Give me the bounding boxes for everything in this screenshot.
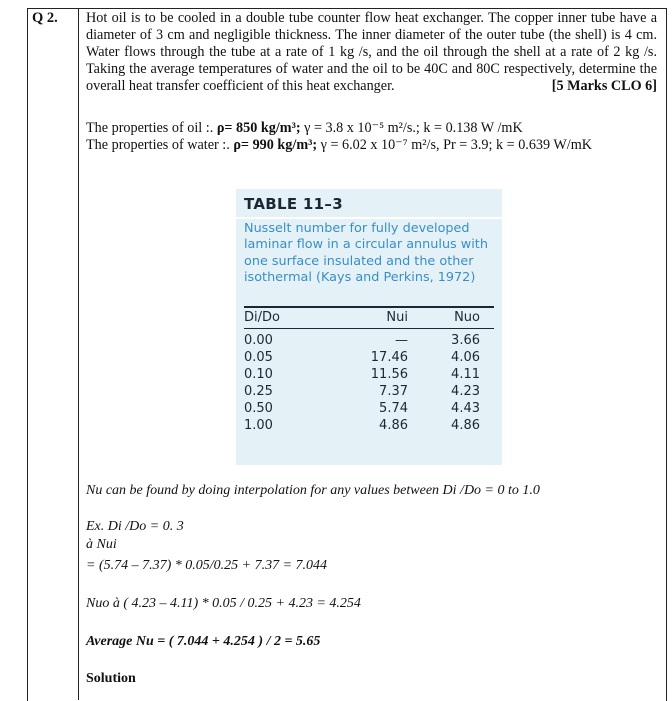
water-properties: [86, 137, 592, 154]
table-cell: 0.05: [244, 350, 273, 365]
oil-density: ρ= 850 kg/m³;: [216, 120, 305, 136]
oil-properties-values: γ = 3.8 x 10⁻⁵ m²/s.; k = 0.138 W /mK: [304, 120, 523, 136]
table-cell: 0.10: [244, 367, 273, 382]
average-nu: Average Nu = ( 7.044 + 4.254 ) / 2 = 5.65: [86, 634, 321, 649]
table-cell: 0.50: [244, 401, 273, 416]
column-divider: [78, 8, 79, 700]
marks-badge: [5 Marks CLO 6]: [551, 78, 657, 94]
table-cell: 0.00: [244, 333, 273, 348]
table-cell: 4.11: [451, 367, 480, 382]
table-cell: 3.66: [451, 333, 480, 348]
table-cell: 17.46: [370, 350, 408, 365]
col-header-nui: Nui: [386, 310, 408, 325]
table-cell: 0.25: [244, 384, 273, 399]
table-title-rule: [236, 217, 502, 219]
question-text: Hot oil is to be cooled in a double tube counter flow heat exchanger. The copper inner tube have a diameter of 3 cm and negligible thickness. The inner diameter of the outer tube (the shell) is 4 cm. Water flows through the tube at a rate of 1 kg /s, and the oil through the shell at a rate of 2 kg /s. Taking the average temperatures of water and the oil to be 40C and 80C respectively, determine the overall heat transfer coefficient of this heat exchanger.: [86, 10, 657, 94]
table-cell: 4.23: [451, 384, 480, 399]
table-caption: Nusselt number for fully developed laminar flow in a circular annulus with one surface insulated and the other isothermal (Kays and Perkins, 1972): [244, 221, 488, 286]
water-properties-label: The properties of water :.: [86, 137, 234, 153]
question-body: [86, 10, 657, 95]
nuo-calculation: Nuo à ( 4.23 – 4.11) * 0.05 / 0.25 + 4.23 = 4.254: [86, 596, 361, 611]
table-cell: 7.37: [379, 384, 408, 399]
table-title: TABLE 11–3: [244, 195, 343, 213]
table-cell: 5.74: [379, 401, 408, 416]
example-ratio: Ex. Di /Do = 0. 3: [86, 519, 184, 534]
table-cell: 4.06: [451, 350, 480, 365]
table-header-rule-bottom: [244, 328, 494, 329]
table-header-rule-top: [244, 306, 494, 308]
col-header-nuo: Nuo: [454, 310, 480, 325]
oil-properties-label: The properties of oil :.: [86, 120, 217, 136]
table-cell: —: [395, 333, 408, 348]
col-header-ratio: Di/Do: [244, 310, 280, 325]
oil-properties: [86, 120, 523, 137]
interpolation-note: Nu can be found by doing interpolation for any values between Di /Do = 0 to 1.0: [86, 483, 540, 498]
nusselt-table: [236, 189, 502, 465]
table-cell: 11.56: [370, 367, 408, 382]
water-properties-values: γ = 6.02 x 10⁻⁷ m²/s, Pr = 3.9; k = 0.639 W/mK: [320, 137, 593, 153]
water-density: ρ= 990 kg/m³;: [233, 137, 321, 153]
table-cell: 4.86: [451, 418, 480, 433]
nui-label: à Nui: [86, 537, 117, 552]
nui-calculation: = (5.74 – 7.37) * 0.05/0.25 + 7.37 = 7.044: [86, 558, 328, 573]
question-number: Q 2.: [32, 10, 58, 26]
table-cell: 4.43: [451, 401, 480, 416]
solution-heading: Solution: [86, 671, 136, 686]
table-cell: 1.00: [244, 418, 273, 433]
table-cell: 4.86: [379, 418, 408, 433]
